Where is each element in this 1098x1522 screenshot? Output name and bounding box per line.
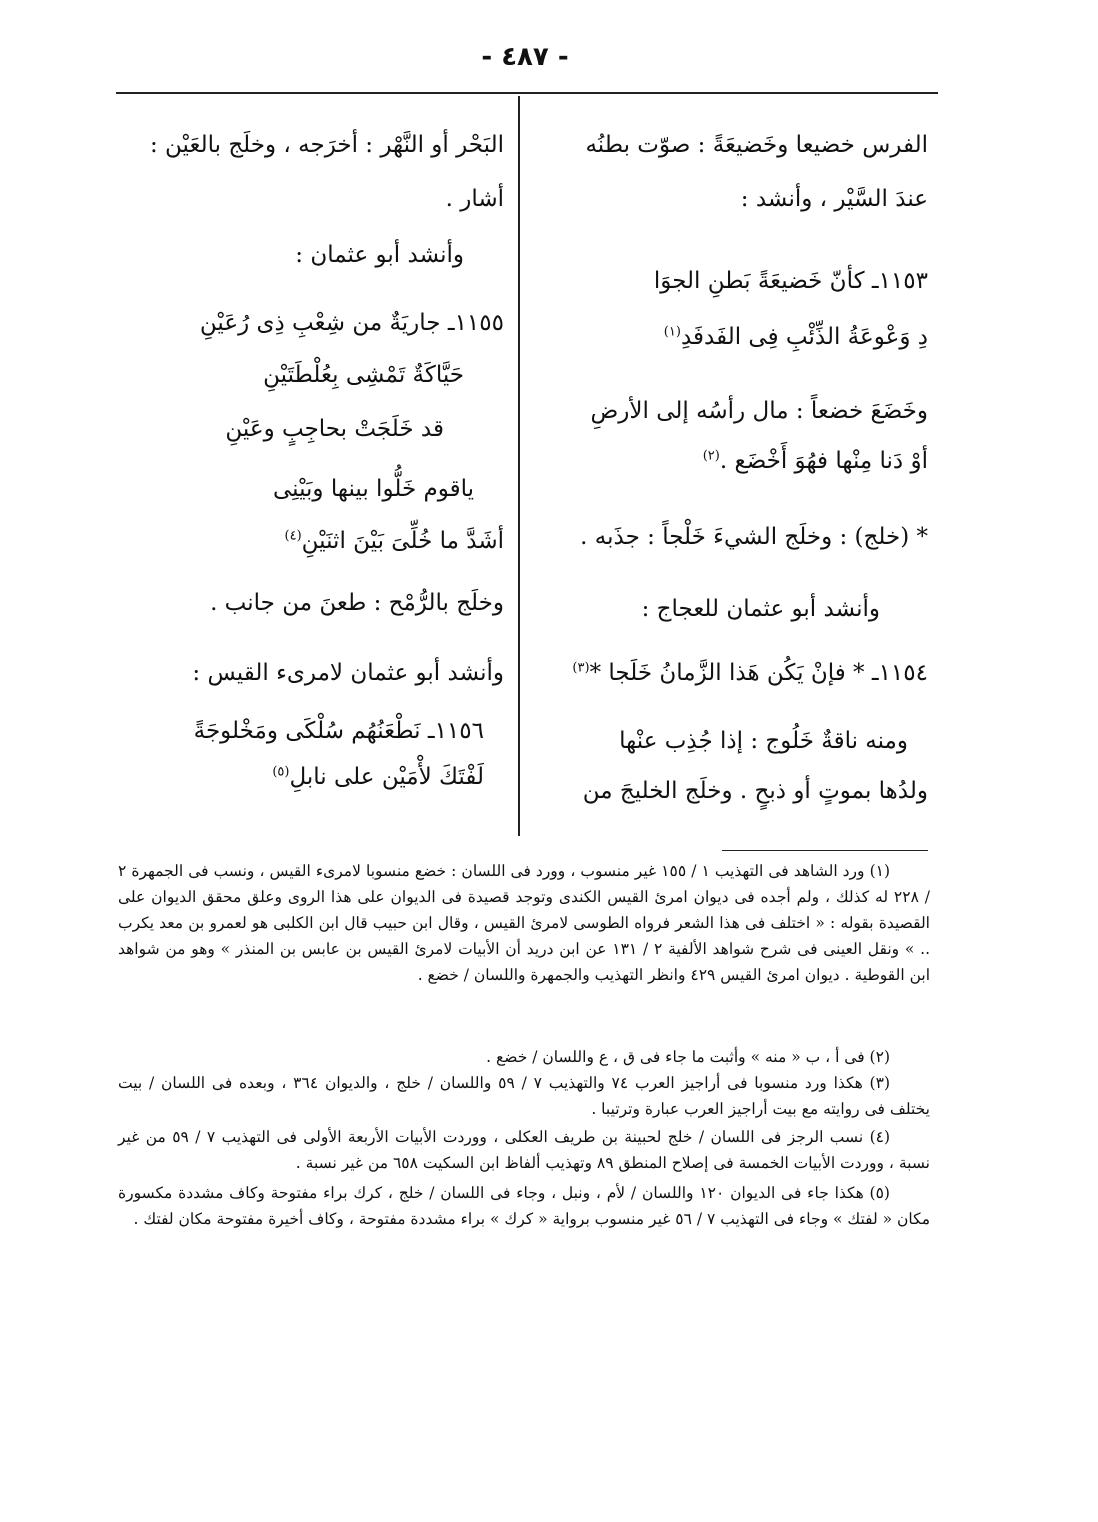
footnote-marker: (٤) bbox=[284, 528, 302, 544]
verse-line bbox=[285, 524, 504, 559]
header-rule bbox=[116, 92, 938, 94]
verse-line bbox=[272, 760, 484, 795]
verse-line: قد خَلَجَتْ بحاجِبٍ وعَيْنِ bbox=[225, 416, 444, 442]
verse-line bbox=[572, 656, 928, 691]
verse-line: ١١٥٣ـ كأنّ خَضيعَةً بَطنِ الجوَا bbox=[653, 268, 928, 294]
verse-line: حَيَّاكَةٌ تَمْشِى بِعُلْطَتَيْنِ bbox=[263, 362, 464, 388]
footnote-marker: (٣) bbox=[572, 660, 590, 676]
footnotes bbox=[118, 858, 930, 1232]
text-line: ومنه ناقةٌ خَلُوج : إذا جُذِب عنْها bbox=[619, 728, 908, 754]
footnote-text: (٣) هكذا ورد منسوبا فى أراجيز العرب ٧٤ والتهذيب ٧ / ٥٩ واللسان / خلج ، والديوان ٣٦٤ ، وبعده فى اللسان / بيت يختلف فى روايته مع بيت أراجيز العرب عبارة وترتيبا . bbox=[118, 1074, 930, 1118]
text-line: ولدُها بموتٍ أو ذبحٍ . وخلَج الخليجَ من bbox=[582, 778, 928, 804]
text-line: وأنشد أبو عثمان لامرىء القيس : bbox=[192, 660, 504, 686]
footnote-marker: (١) bbox=[663, 324, 681, 340]
entry-heading-line: * (خلج) : وخلَج الشيءَ خَلْجاً : جذَبه . bbox=[580, 524, 928, 550]
verse-line: ١١٥٥ـ جاريَةٌ من شِعْبِ ذِى رُعَيْنِ bbox=[199, 310, 504, 336]
footnote-marker: (٥) bbox=[272, 764, 290, 780]
text-line: عندَ السَّيْر ، وأنشد : bbox=[740, 186, 928, 212]
footnote-text: (٥) هكذا جاء فى الديوان ١٢٠ واللسان / لأم ، ونبل ، وجاء فى اللسان / خلج ، كرك براء مفتوحة وكاف مشددة مكسورة مكان « لفتك » وجاء فى التهذيب ٧ / ٥٦ غير منسوب برواية « كرك » براء مشددة مفتوحة ، وكاف أخيرة مفتوحة مكان لفتك . bbox=[118, 1184, 930, 1228]
footnote bbox=[118, 1180, 930, 1232]
column-divider bbox=[518, 96, 520, 836]
footnote-rule bbox=[722, 850, 928, 851]
text-line: وأنشد أبو عثمان للعجاج : bbox=[641, 596, 880, 622]
footnote bbox=[118, 1124, 930, 1176]
footnote-text: (١) ورد الشاهد فى التهذيب ١ / ١٥٥ غير منسوب ، وورد فى اللسان : خضع منسوبا لامرىء القيس ، ونسب فى الجمهرة ٢ / ٢٢٨ له كذلك ، ولم أجده فى ديوان امرئ القيس الكندى وتوجد قصيدة فى الديوان على هذا الروى وعلق محقق الديوان على القصيدة بقوله : « اختلف فى هذا الشعر فرواه الطوسى لامرئ القيس ، وقال ابن حبيب قال ابن الكلبى هو لعمرو بن معد يكرب .. » ونقل العينى فى شرح شواهد الألفية ٢ / ١٣١ عن ابن دريد أن الأبيات لامرئ القيس بن عابس بن المنذر » وهو من شواهد ابن القوطية . ديوان امرئ القيس ٤٢٩ وانظر التهذيب والجمهرة واللسان / خضع . bbox=[118, 862, 930, 984]
footnote bbox=[118, 1070, 930, 1122]
text-line: البَحْر أو النَّهْر : أخرَجه ، وخلَج بالعَيْن : bbox=[149, 132, 504, 158]
footnote bbox=[118, 858, 930, 1040]
verse-text: لَفْتَكَ لأْمَيْن على نابلِ bbox=[289, 764, 484, 790]
verse-text: دِ وَعْوعَةُ الذِّئْبِ فِى الفَدفَدِ bbox=[680, 324, 928, 350]
footnote bbox=[118, 1044, 930, 1070]
text-line: وخلَج بالرُّمْح : طعنَ من جانب . bbox=[210, 590, 504, 616]
verse-line: ياقوم خَلُّوا بينها وبَيْنِى bbox=[272, 476, 474, 502]
line-text: أوْ دَنا مِنْها فهُوَ أَخْضَع . bbox=[719, 448, 928, 474]
text-line bbox=[703, 444, 928, 479]
verse-line bbox=[664, 320, 928, 355]
footnote-marker: (٢) bbox=[702, 448, 720, 464]
page-number: - ٤٨٧ - bbox=[481, 42, 569, 72]
footnote-text: (٤) نسب الرجز فى اللسان / خلج لحبينة بن طريف العكلى ، ووردت الأبيات الأربعة الأولى فى التهذيب ٧ / ٥٩ من غير نسبة ، ووردت الأبيات الخمسة فى إصلاح المنطق ٨٩ وتهذيب ألفاظ ابن السكيت ٦٥٨ من غير نسبة . bbox=[118, 1128, 930, 1172]
verse-line: ١١٥٦ـ نَطْعَنُهُم سُلْكَى ومَخْلوجَةً bbox=[193, 718, 484, 744]
verse-text: ١١٥٤ـ * فإنْ يَكُن هَذا الزَّمانُ خَلَجا * bbox=[589, 660, 928, 686]
text-line: وخَضَعَ خضعاً : مال رأسُه إلى الأرضِ bbox=[590, 398, 928, 424]
text-line: وأنشد أبو عثمان : bbox=[295, 242, 464, 268]
text-line: الفرس خضيعا وخَضيعَةً : صوّت بطنُه bbox=[585, 132, 928, 158]
verse-text: أشَدَّ ما خُلِّىَ بَيْنَ اثنَيْنِ bbox=[301, 528, 504, 554]
text-line: أشار . bbox=[445, 186, 504, 212]
footnote-text: (٢) فى أ ، ب « منه » وأثبت ما جاء فى ق ، ع واللسان / خضع . bbox=[486, 1048, 890, 1066]
